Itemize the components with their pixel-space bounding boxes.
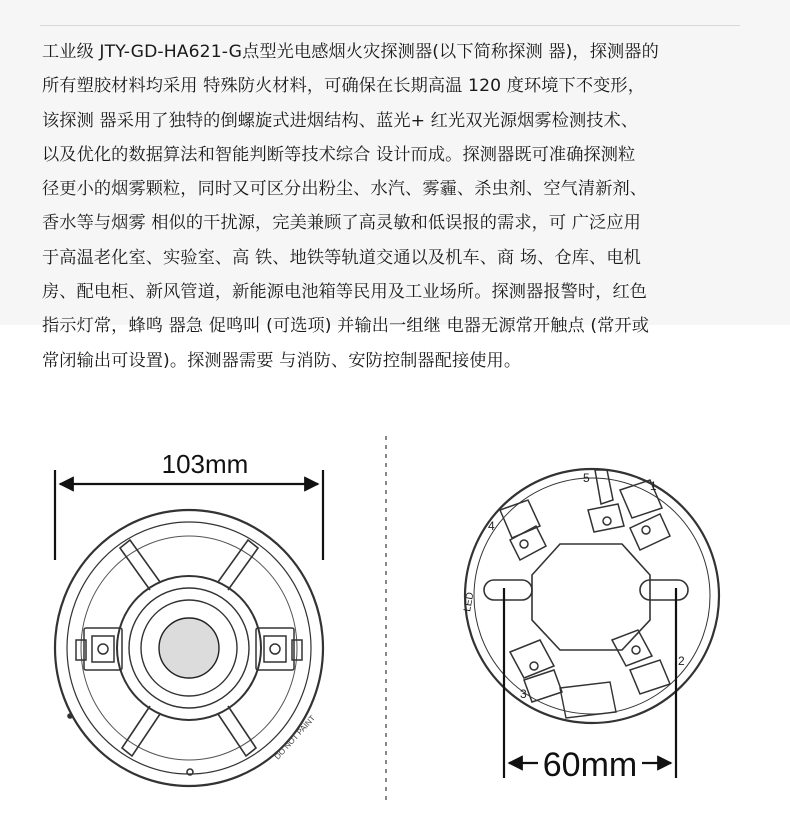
description-line: 于高温老化室、实验室、高 铁、地铁等轨道交通以及机车、商 场、仓库、电机 xyxy=(42,247,641,268)
description-line: 香水等与烟雾 相似的干扰源，完美兼顾了高灵敏和低误报的需求，可 广泛应用 xyxy=(42,213,641,234)
do-not-paint-mark: DO NOT PAINT xyxy=(272,713,318,762)
base-center-opening xyxy=(532,544,650,650)
terminal-label: 3 xyxy=(520,687,527,701)
description-line: 指示灯常，蜂鸣 器急 促鸣叫 (可选项) 并输出一组继 电器无源常开触点 (常开或 xyxy=(42,316,649,337)
detector-notch xyxy=(68,714,72,718)
description-line: 房、配电柜、新风管道，新能源电池箱等民用及工业场所。探测器报警时，红色 xyxy=(42,282,648,303)
terminal-bottom-right xyxy=(612,630,670,694)
led-label: LED xyxy=(462,591,477,613)
mount-slot-right xyxy=(640,580,688,600)
terminal-label: 4 xyxy=(488,519,495,533)
terminal-label: 2 xyxy=(678,654,685,668)
description-line: 所有塑胶材料均采用 特殊防火材料，可确保在长期高温 120 度环境下不变形， xyxy=(42,76,645,97)
description-line: 工业级 JTY-GD-HA621-G点型光电感烟火灾探测器(以下简称探测 器)，探测器的 xyxy=(42,42,659,62)
base-dimension-label: 60mm xyxy=(542,746,638,784)
description-line: 以及优化的数据算法和智能判断等技术综合 设计而成。探测器既可准确探测粒 xyxy=(42,144,636,165)
terminal-bottom-left xyxy=(510,640,562,702)
description-line: 径更小的烟雾颗粒，同时又可区分出粉尘、水汽、雾霾、杀虫剂、空气清新剂、 xyxy=(42,179,648,200)
terminal-left xyxy=(500,500,546,560)
base-bottom-tab xyxy=(560,682,616,718)
description-line: 常闭输出可设置)。探测器需要 与消防、安防控制器配接使用。 xyxy=(42,350,522,371)
mount-slot-left xyxy=(484,580,532,600)
detector-clip-right xyxy=(256,628,302,670)
detector-dimension xyxy=(55,470,323,560)
description-line: 该探测 器采用了独特的倒螺旋式进烟结构、蓝光+ 红光双光源烟雾检测技术、 xyxy=(42,110,639,131)
chamber-core xyxy=(159,618,219,678)
terminal-label: 1 xyxy=(650,479,657,493)
detector-dimension-label: 103mm xyxy=(161,449,249,479)
base-inner-rim xyxy=(474,478,710,714)
terminal-label: 5 xyxy=(583,471,590,485)
detector-clip-left xyxy=(76,628,122,670)
